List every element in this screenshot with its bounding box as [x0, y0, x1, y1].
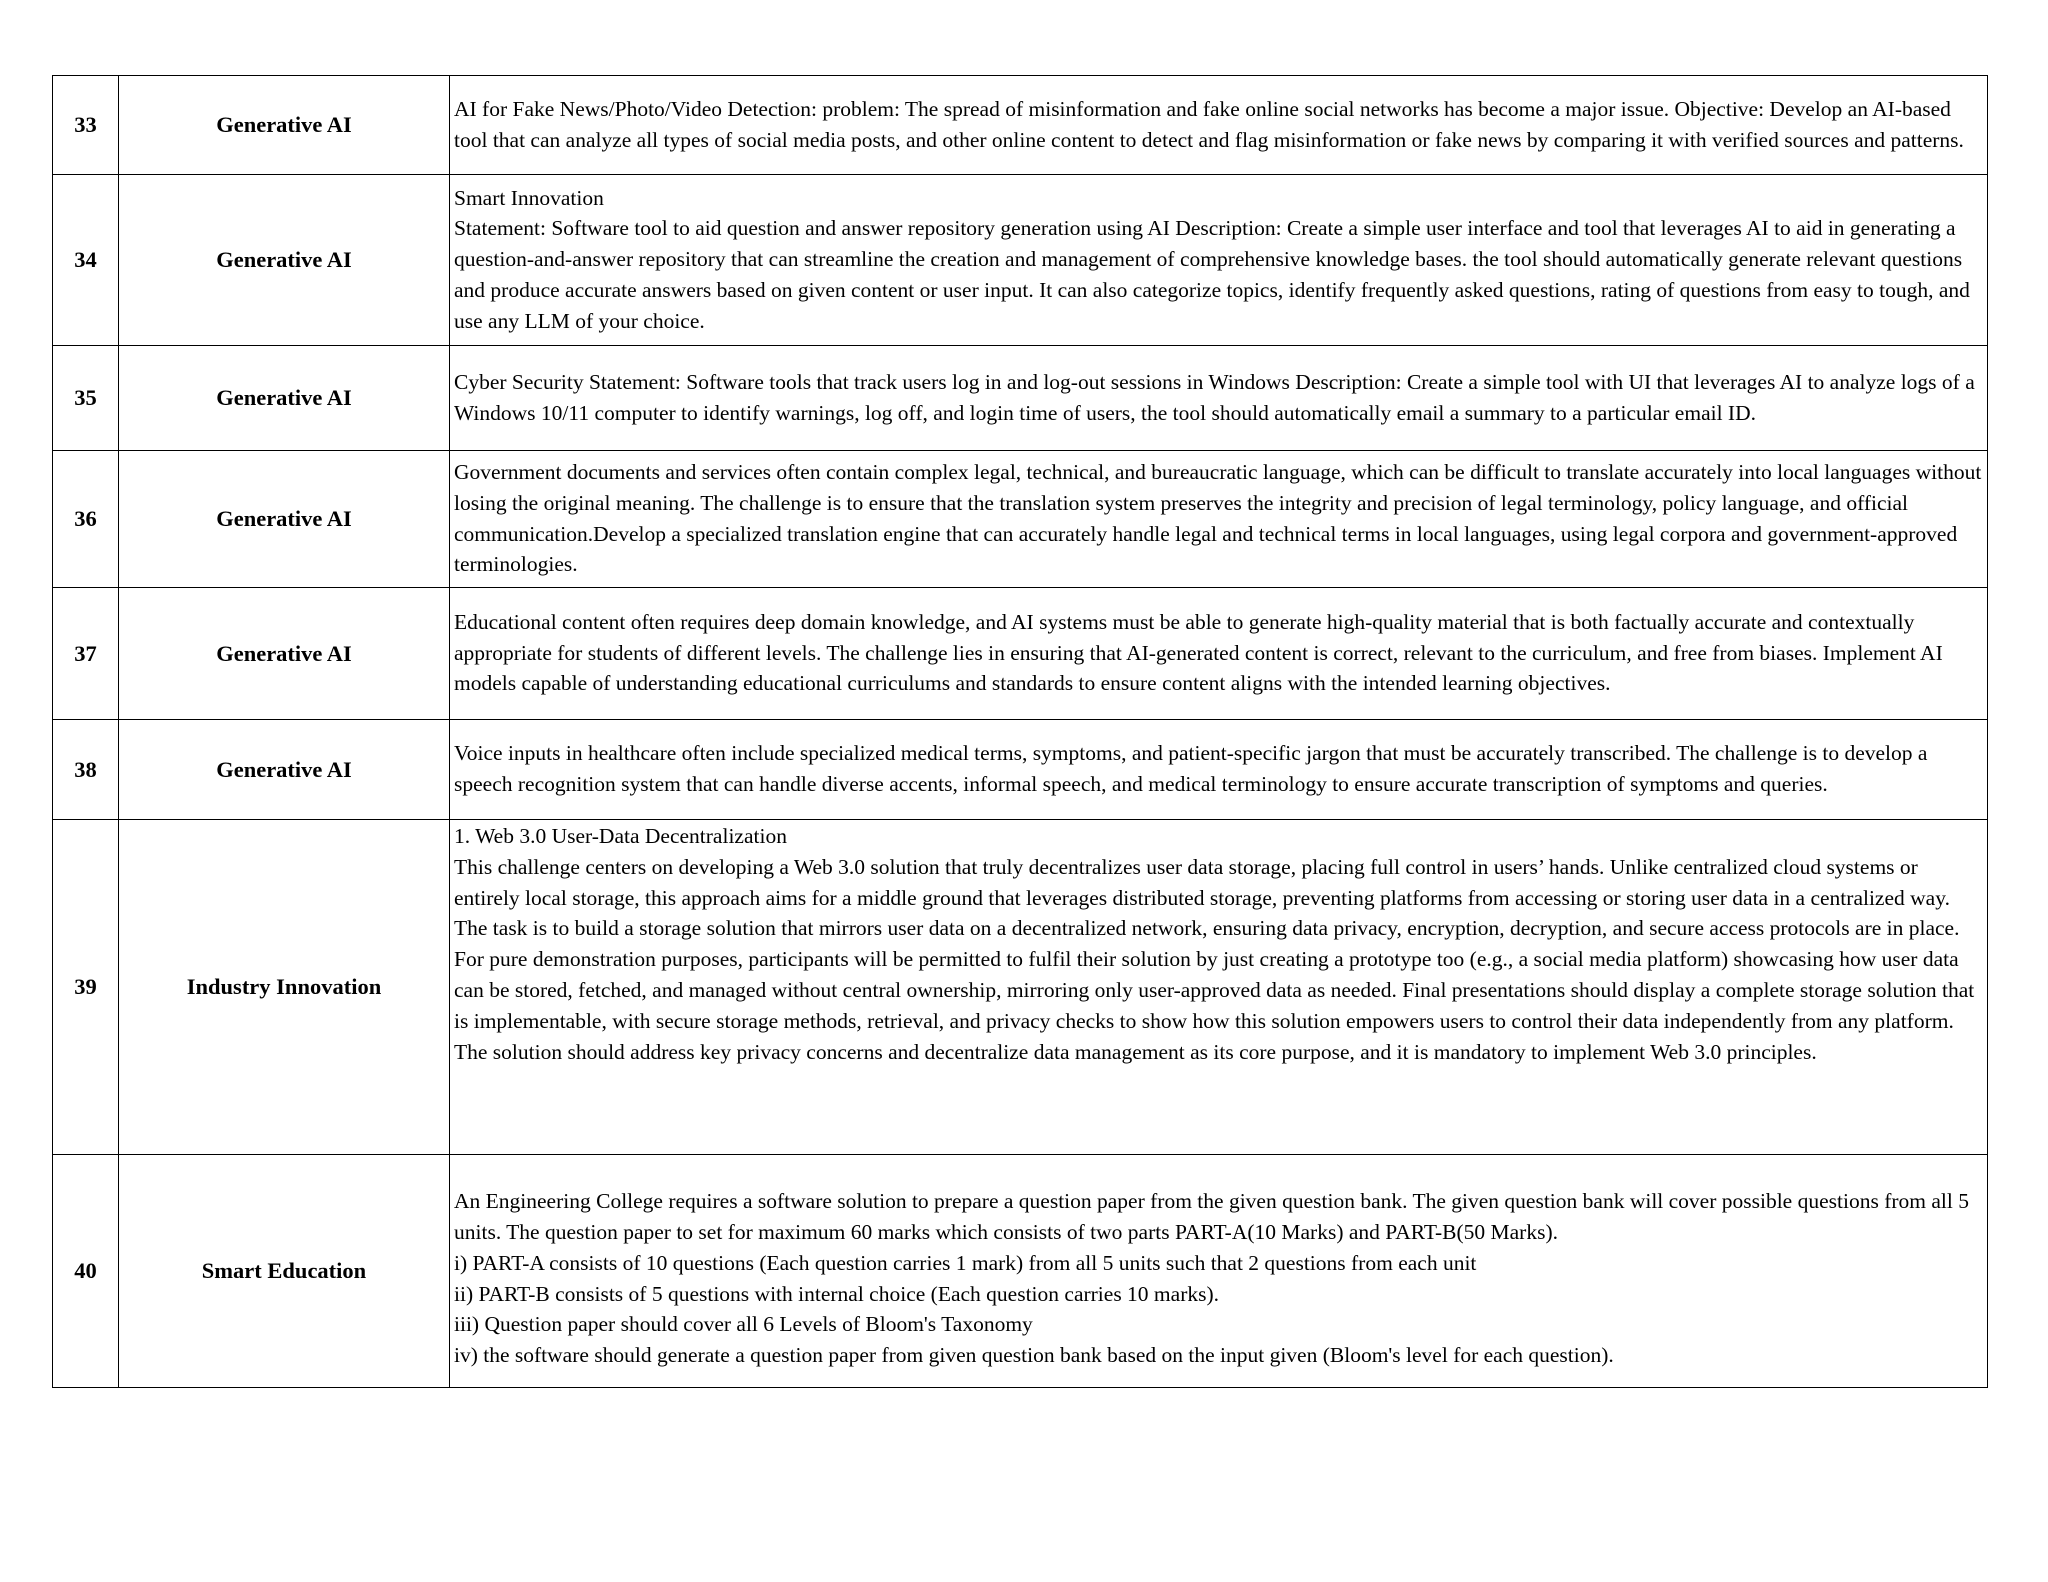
description-line: Cyber Security Statement: Software tools that track users log in and log-out sessions in Windows Description: Create a simple tool with UI that leverages AI to analyze logs of a Windows 10/11 computer to identify warnings, log off, and login time of users, the tool should automatically email a summary to a particular email ID. — [454, 369, 1975, 425]
row-category: Generative AI — [119, 175, 450, 346]
description-line: iii) Question paper should cover all 6 Levels of Bloom's Taxonomy — [454, 1312, 1033, 1337]
table-row — [53, 1155, 1988, 1388]
row-description — [450, 451, 1988, 588]
row-category: Generative AI — [119, 346, 450, 451]
row-number: 38 — [53, 720, 119, 820]
description-line: ii) PART-B consists of 5 questions with internal choice (Each question carries 10 marks). — [454, 1281, 1220, 1306]
row-description — [450, 820, 1988, 1155]
description-line: iv) the software should generate a question paper from given question bank based on the input given (Bloom's level for each question). — [454, 1343, 1614, 1368]
description-line: Educational content often requires deep domain knowledge, and AI systems must be able to generate high-quality material that is both factually accurate and contextually appropriate for students of different levels. The challenge lies in ensuring that AI-generated content is correct, relevant to the curriculum, and free from biases. Implement AI models capable of understanding educational curriculums and standards to ensure content aligns with the intended learning objectives. — [454, 609, 1943, 696]
row-category: Generative AI — [119, 720, 450, 820]
row-category: Generative AI — [119, 76, 450, 175]
description-line: Smart Innovation — [454, 185, 604, 210]
table-row — [53, 720, 1988, 820]
row-number: 34 — [53, 175, 119, 346]
row-number: 37 — [53, 588, 119, 720]
row-category: Smart Education — [119, 1155, 450, 1388]
row-description — [450, 1155, 1988, 1388]
description-line: Statement: Software tool to aid question and answer repository generation using AI Description: Create a simple user interface and tool that leverages AI to aid in generating a question-and-answer repository that can streamline the creation and management of comprehensive knowledge bases. the tool should automatically generate relevant questions and produce accurate answers based on given content or user input. It can also categorize topics, identify frequently asked questions, rating of questions from easy to tough, and use any LLM of your choice. — [454, 216, 1970, 333]
row-category: Industry Innovation — [119, 820, 450, 1155]
row-category: Generative AI — [119, 451, 450, 588]
description-line: 1. Web 3.0 User-Data Decentralization — [454, 824, 787, 848]
table-row — [53, 175, 1988, 346]
table-row — [53, 76, 1988, 175]
description-line: This challenge centers on developing a Web 3.0 solution that truly decentralizes user data storage, placing full control in users’ hands. Unlike centralized cloud systems or entirely local storage, this approach aims for a middle ground that leverages distributed storage, preventing platforms from accessing or storing user data in a centralized way. The task is to build a storage solution that mirrors user data on a decentralized network, ensuring data privacy, encryption, decryption, and secure access protocols are in place. For pure demonstration purposes, participants will be permitted to fulfil their solution by just creating a prototype too (e.g., a social media platform) showcasing how user data can be stored, fetched, and managed without central ownership, mirroring only user-approved data as needed. Final presentations should display a complete storage solution that is implementable, with secure storage methods, retrieval, and privacy checks to show how this solution empowers users to control their data independently from any platform. The solution should address key privacy concerns and decentralize data management as its core purpose, and it is mandatory to implement Web 3.0 principles. — [454, 854, 1975, 1064]
row-description — [450, 76, 1988, 175]
row-number: 33 — [53, 76, 119, 175]
description-line: An Engineering College requires a software solution to prepare a question paper from the given question bank. The given question bank will cover possible questions from all 5 units. The question paper to set for maximum 60 marks which consists of two parts PART-A(10 Marks) and PART-B(50 Marks). — [454, 1189, 1969, 1244]
table-row — [53, 451, 1988, 588]
row-number: 36 — [53, 451, 119, 588]
table-row — [53, 346, 1988, 451]
description-line: i) PART-A consists of 10 questions (Each question carries 1 mark) from all 5 units such that 2 questions from each unit — [454, 1250, 1477, 1275]
row-category: Generative AI — [119, 588, 450, 720]
row-number: 39 — [53, 820, 119, 1155]
row-description — [450, 175, 1988, 346]
row-description — [450, 720, 1988, 820]
description-line: Government documents and services often contain complex legal, technical, and bureaucratic language, which can be difficult to translate accurately into local languages without losing the original meaning. The challenge is to ensure that the translation system preserves the integrity and precision of legal terminology, policy language, and official communication.Develop a specialized translation engine that can accurately handle legal and technical terms in local languages, using legal corpora and government-approved terminologies. — [454, 459, 1982, 577]
table-row — [53, 588, 1988, 720]
description-line: AI for Fake News/Photo/Video Detection: problem: The spread of misinformation and fake online social networks has become a major issue. Objective: Develop an AI-based tool that can analyze all types of social media posts, and other online content to detect and flag misinformation or fake news by comparing it with verified sources and patterns. — [454, 96, 1964, 152]
row-description — [450, 588, 1988, 720]
table-row — [53, 820, 1988, 1155]
row-description — [450, 346, 1988, 451]
problem-statements-table — [52, 75, 1988, 1388]
row-number: 35 — [53, 346, 119, 451]
description-line: Voice inputs in healthcare often include specialized medical terms, symptoms, and patient-specific jargon that must be accurately transcribed. The challenge is to develop a speech recognition system that can handle diverse accents, informal speech, and medical terminology to ensure accurate transcription of symptoms and queries. — [454, 741, 1928, 796]
row-number: 40 — [53, 1155, 119, 1388]
